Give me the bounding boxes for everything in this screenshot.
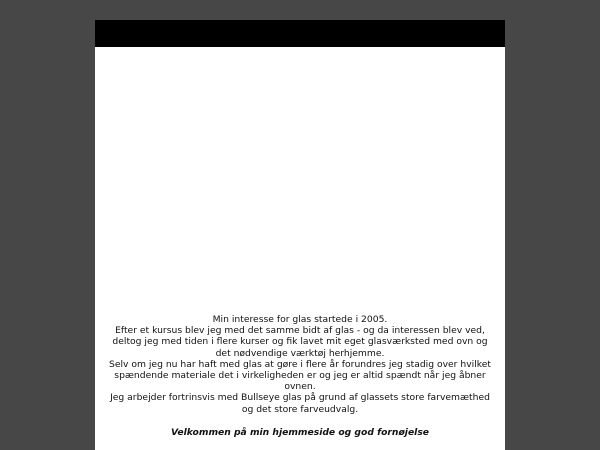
page-container [95, 20, 505, 450]
header-bar [95, 20, 505, 47]
intro-line-bullseye: Jeg arbejder fortrinsvis med Bullseye glas på grund af glassets store farvemæthed [110, 392, 490, 404]
intro-line-course: Efter et kursus blev jeg med det samme bidt af glas - og da interessen blev ved, deltog jeg med tiden i flere kurser og fik lavet mit eget glasværksted med ovn og det nødvendige værktøj herhjemme. [112, 325, 488, 359]
welcome-message: Velkommen på min hjemmeside og god fornøjelse [170, 427, 430, 438]
intro-text [107, 314, 493, 415]
intro-line-colors: og det store farveudvalg. [241, 403, 359, 415]
intro-line-material: Selv om jeg nu har haft med glas at gøre i flere år forundres jeg stadig over hvilket spændende materiale det i virkeligheden er og jeg er altid spændt når jeg åbner ovnen. [108, 358, 491, 393]
intro-line-start: Min interesse for glas startede i 2005. [212, 314, 388, 325]
